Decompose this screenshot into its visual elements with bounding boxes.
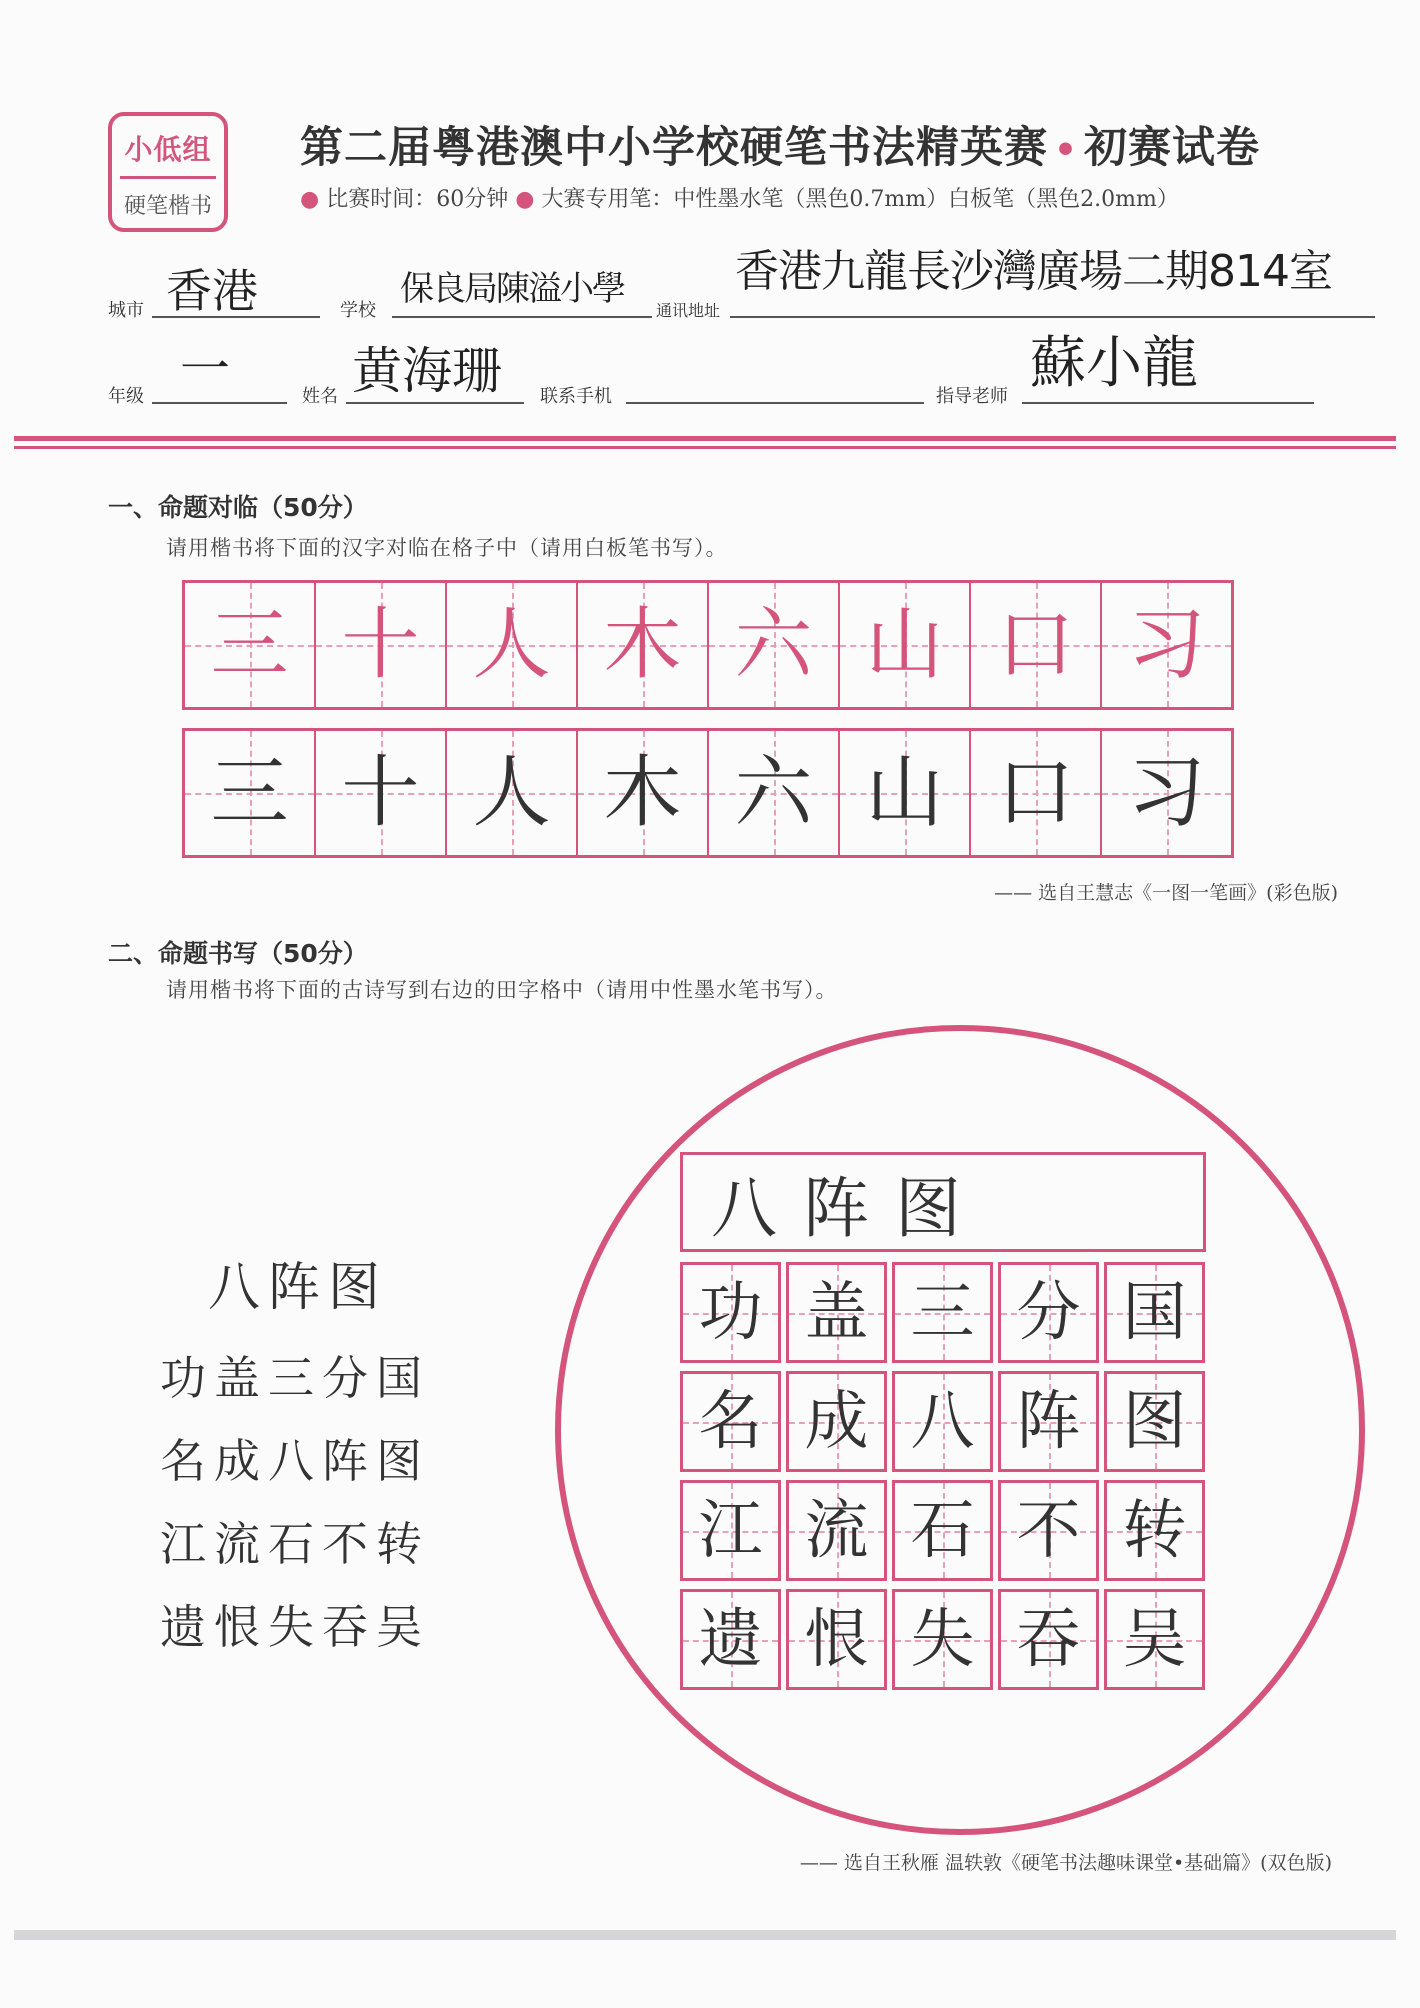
answer-char: 转 — [1122, 1493, 1187, 1568]
poem-title: 八阵图 — [208, 1258, 389, 1318]
school-line — [392, 316, 652, 318]
phone-line — [626, 402, 924, 404]
written-char: 山 — [865, 748, 944, 838]
answer-row — [680, 1262, 1206, 1363]
written-char: 六 — [734, 748, 813, 838]
poem-text — [160, 1245, 430, 1674]
section2-title: 二、命题书写（50分） — [108, 939, 368, 968]
answer-char: 八 — [910, 1384, 975, 1459]
teacher-line — [1022, 402, 1314, 404]
model-char: 木 — [603, 600, 682, 690]
teacher-label: 指导老师 — [936, 386, 1008, 407]
model-char: 三 — [210, 600, 289, 690]
written-char: 口 — [996, 748, 1075, 838]
answer-cell[interactable] — [680, 1480, 781, 1581]
section1-title: 一、命题对临（50分） — [108, 493, 368, 522]
copy-cell[interactable] — [840, 731, 971, 855]
answer-cell[interactable] — [786, 1262, 887, 1363]
answer-title-box[interactable] — [680, 1152, 1206, 1252]
answer-cell[interactable] — [786, 1371, 887, 1472]
header-rule-thick — [14, 436, 1396, 441]
exam-info — [300, 182, 1179, 213]
copy-cell[interactable] — [578, 731, 709, 855]
name-line — [346, 402, 524, 404]
address-label: 通讯地址 — [656, 301, 721, 320]
model-cell — [709, 583, 840, 707]
copy-char-row[interactable] — [182, 728, 1234, 858]
model-char: 十 — [341, 600, 420, 690]
model-char: 口 — [996, 600, 1075, 690]
page-title — [300, 114, 1260, 175]
answer-char: 功 — [698, 1275, 763, 1350]
school-field[interactable]: 保良局陳溢小學 — [400, 269, 624, 309]
pen-info: 大赛专用笔：中性墨水笔（黑色0.7mm）白板笔（黑色2.0mm） — [541, 187, 1179, 212]
model-cell — [316, 583, 447, 707]
address-field[interactable]: 香港九龍長沙灣廣場二期814室 — [735, 246, 1332, 297]
model-cell — [578, 583, 709, 707]
title-separator: • — [1054, 130, 1079, 171]
bullet-dot-icon: ● — [515, 187, 535, 212]
answer-grid[interactable] — [680, 1262, 1206, 1698]
name-field[interactable]: 黄海珊 — [352, 342, 502, 400]
answer-char: 盖 — [804, 1275, 869, 1350]
grade-label: 年级 — [108, 386, 144, 407]
model-cell — [971, 583, 1102, 707]
title-main: 第二届粤港澳中小学校硬笔书法精英赛 — [300, 123, 1048, 173]
teacher-field[interactable]: 蘇小龍 — [1030, 331, 1198, 396]
answer-cell[interactable] — [680, 1371, 781, 1472]
answer-cell[interactable] — [786, 1589, 887, 1690]
badge-divider — [120, 176, 216, 179]
answer-char: 不 — [1016, 1493, 1081, 1568]
model-char: 人 — [472, 600, 551, 690]
model-char: 六 — [734, 600, 813, 690]
written-char: 三 — [210, 748, 289, 838]
model-char: 山 — [865, 600, 944, 690]
badge-group: 小低组 — [124, 133, 212, 166]
answer-char: 分 — [1016, 1275, 1081, 1350]
answer-cell[interactable] — [680, 1589, 781, 1690]
footer-bar — [14, 1930, 1396, 1940]
answer-row — [680, 1589, 1206, 1690]
section1-instruction: 请用楷书将下面的汉字对临在格子中（请用白板笔书写）。 — [166, 536, 728, 560]
answer-char: 江 — [698, 1493, 763, 1568]
section2-credit: —— 选自王秋雁 温轶敦《硬笔书法趣味课堂•基础篇》(双色版) — [799, 1852, 1332, 1874]
answer-cell[interactable] — [786, 1480, 887, 1581]
copy-cell[interactable] — [185, 731, 316, 855]
name-label: 姓名 — [302, 386, 338, 407]
group-badge — [108, 112, 228, 232]
written-char: 木 — [603, 748, 682, 838]
answer-char: 三 — [910, 1275, 975, 1350]
section1-credit: —— 选自王慧志《一图一笔画》(彩色版) — [994, 882, 1338, 904]
answer-char: 遗 — [698, 1602, 763, 1677]
answer-cell[interactable] — [680, 1262, 781, 1363]
answer-char: 石 — [910, 1493, 975, 1568]
time-info: 比赛时间：60分钟 — [326, 187, 509, 212]
model-cell — [185, 583, 316, 707]
copy-cell[interactable] — [447, 731, 578, 855]
answer-cell[interactable] — [998, 1371, 1099, 1472]
city-label: 城市 — [108, 300, 144, 321]
section2-instruction: 请用楷书将下面的古诗写到右边的田字格中（请用中性墨水笔书写）。 — [166, 978, 838, 1002]
model-cell — [840, 583, 971, 707]
answer-cell[interactable] — [1104, 1371, 1205, 1472]
answer-cell[interactable] — [892, 1480, 993, 1581]
answer-char: 恨 — [804, 1602, 869, 1677]
header-rule-thin — [14, 446, 1396, 449]
answer-cell[interactable] — [1104, 1589, 1205, 1690]
answer-cell[interactable] — [892, 1262, 993, 1363]
model-char-row — [182, 580, 1234, 710]
written-char: 十 — [341, 748, 420, 838]
model-cell — [1102, 583, 1231, 707]
answer-char: 吴 — [1122, 1602, 1187, 1677]
model-cell — [447, 583, 578, 707]
poem-line: 遗恨失吞吴 — [160, 1600, 430, 1654]
answer-char: 图 — [1122, 1384, 1187, 1459]
grade-line — [152, 402, 287, 404]
answer-cell[interactable] — [998, 1589, 1099, 1690]
answer-cell[interactable] — [892, 1589, 993, 1690]
written-char: 人 — [472, 748, 551, 838]
school-label: 学校 — [340, 300, 376, 321]
bullet-dot-icon: ● — [300, 187, 320, 212]
address-line — [730, 316, 1375, 318]
answer-row — [680, 1371, 1206, 1472]
answer-cell[interactable] — [1104, 1480, 1205, 1581]
model-char: 习 — [1127, 600, 1206, 690]
answer-row — [680, 1480, 1206, 1581]
city-field[interactable]: 香港 — [166, 264, 258, 318]
poem-line: 功盖三分国 — [160, 1351, 430, 1405]
answer-cell[interactable] — [892, 1371, 993, 1472]
answer-cell[interactable] — [998, 1480, 1099, 1581]
copy-cell[interactable] — [1102, 731, 1231, 855]
answer-char: 成 — [804, 1384, 869, 1459]
answer-char: 流 — [804, 1493, 869, 1568]
written-char: 习 — [1127, 748, 1206, 838]
answer-char: 吞 — [1016, 1602, 1081, 1677]
badge-category: 硬笔楷书 — [123, 194, 212, 219]
poem-line: 名成八阵图 — [160, 1434, 430, 1488]
answer-cell[interactable] — [998, 1262, 1099, 1363]
answer-char: 失 — [910, 1602, 975, 1677]
answer-cell[interactable] — [1104, 1262, 1205, 1363]
answer-char: 国 — [1122, 1275, 1187, 1350]
answer-char: 阵 — [1016, 1384, 1081, 1459]
answer-title: 八阵图 — [711, 1169, 987, 1247]
answer-char: 名 — [698, 1384, 763, 1459]
copy-cell[interactable] — [316, 731, 447, 855]
copy-cell[interactable] — [709, 731, 840, 855]
copy-cell[interactable] — [971, 731, 1102, 855]
grade-field[interactable]: 一 — [180, 340, 230, 398]
phone-label: 联系手机 — [540, 386, 612, 407]
poem-line: 江流石不转 — [160, 1517, 430, 1571]
title-sub: 初赛试卷 — [1084, 123, 1261, 173]
